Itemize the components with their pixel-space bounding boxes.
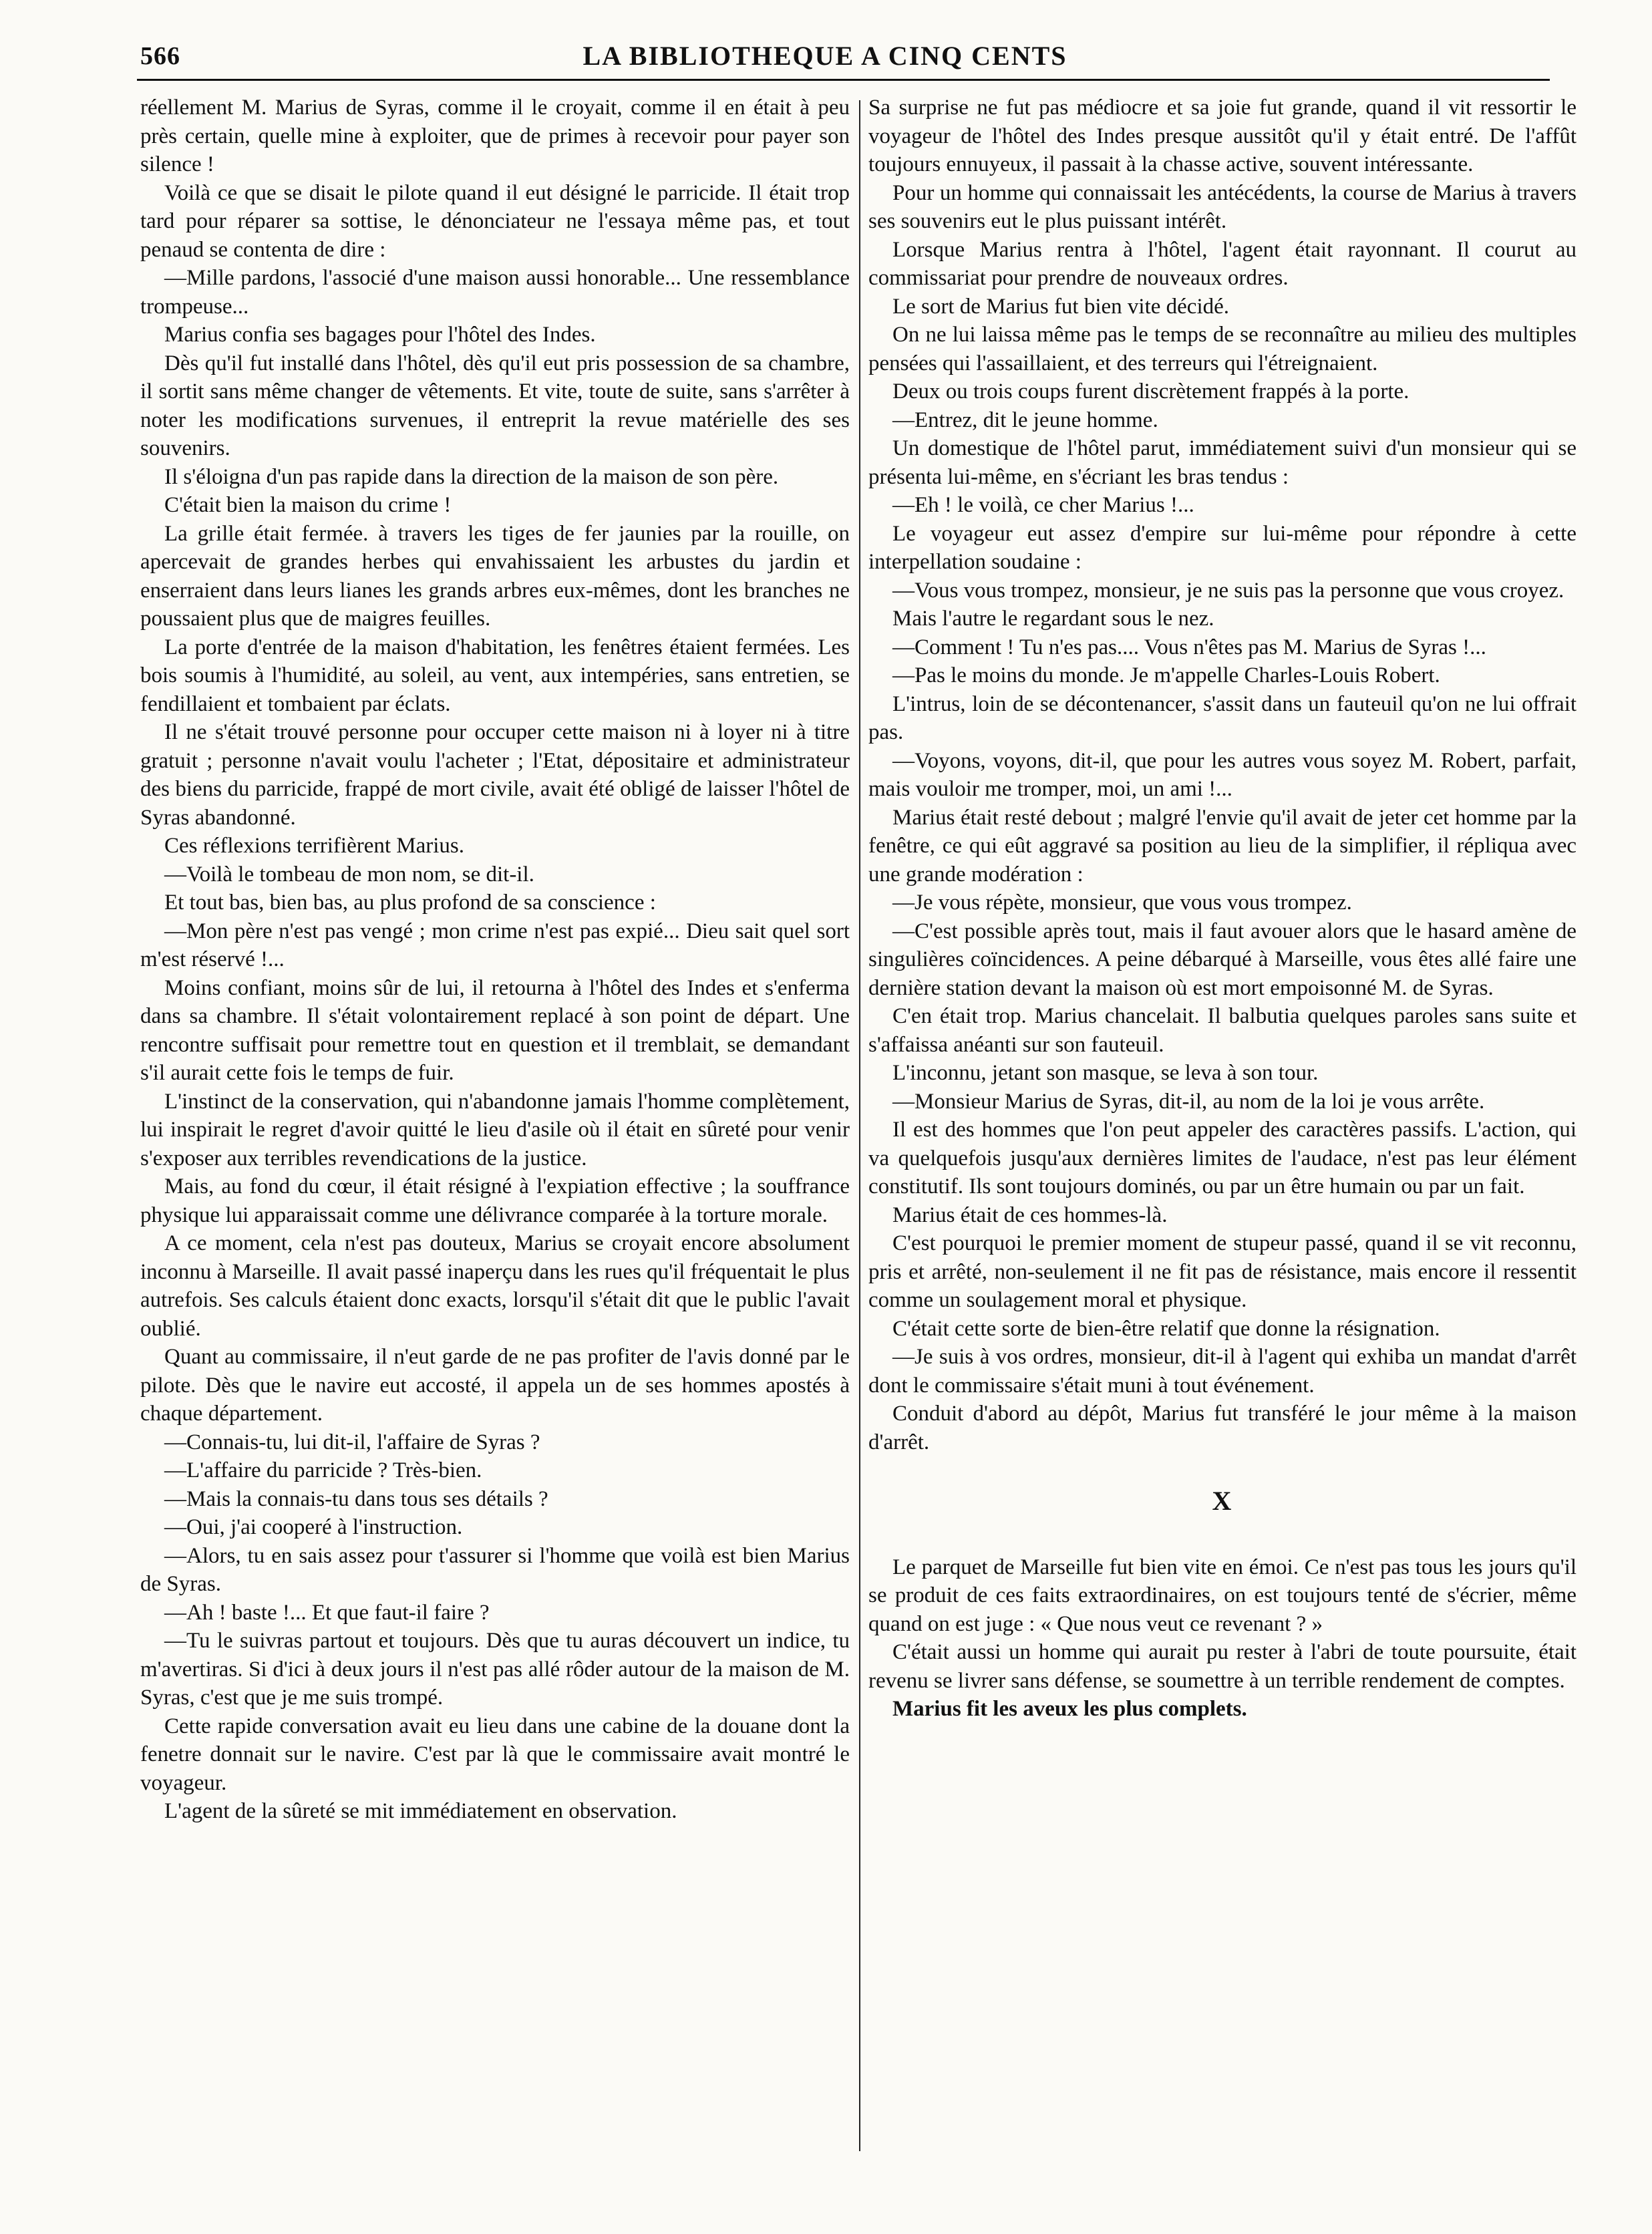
running-title: LA BIBLIOTHEQUE A CINQ CENTS xyxy=(583,41,1067,71)
paragraph: Le sort de Marius fut bien vite décidé. xyxy=(892,294,1230,319)
paragraph: —Voyons, voyons, dit-il, que pour les autres vous soyez M. Robert, parfait, mais vouloir me tromper, moi, un ami !... xyxy=(868,748,1577,801)
column-divider xyxy=(859,100,860,2151)
paragraph: Conduit d'abord au dépôt, Marius fut transféré le jour même à la maison d'arrêt. xyxy=(868,1402,1577,1454)
paragraph: C'était cette sorte de bien-être relatif que donne la résignation. xyxy=(892,1316,1440,1341)
paragraph: —Connais-tu, lui dit-il, l'affaire de Syras ? xyxy=(164,1430,540,1454)
right-column xyxy=(868,94,1577,1724)
paragraph: C'était bien la maison du crime ! xyxy=(164,493,452,517)
paragraph: Pour un homme qui connaissait les antécédents, la course de Marius à travers ses souvenirs eut le plus puissant intérêt. xyxy=(868,180,1577,233)
paragraph: —Mon père n'est pas vengé ; mon crime n'est pas expié... Dieu sait quel sort m'est réservé !... xyxy=(140,919,850,971)
paragraph: Dès qu'il fut installé dans l'hôtel, dès qu'il eut pris possession de sa chambre, il sortit sans même changer de vêtements. Et vite, toute de suite, sans s'arrêter à noter les modifications survenues, il entreprit la revue matérielle des ses souvenirs. xyxy=(140,351,850,460)
paragraph: Deux ou trois coups furent discrètement frappés à la porte. xyxy=(892,379,1410,404)
page-number: 566 xyxy=(140,42,180,70)
paragraph: —Vous vous trompez, monsieur, je ne suis pas la personne que vous croyez. xyxy=(892,578,1564,603)
paragraph: Marius était resté debout ; malgré l'envie qu'il avait de jeter cet homme par la fenêtre, ce qui eût aggravé sa position au lieu de la simplifier, il répliqua avec une grande modération : xyxy=(868,805,1577,887)
paragraph: —Je suis à vos ordres, monsieur, dit-il à l'agent qui exhiba un mandat d'arrêt dont le commissaire s'était muni à tout événement. xyxy=(868,1345,1577,1398)
paragraph: L'intrus, loin de se décontenancer, s'assit dans un fauteuil qu'on ne lui offrait pas. xyxy=(868,691,1577,744)
paragraph: —Mille pardons, l'associé d'une maison aussi honorable... Une ressemblance trompeuse... xyxy=(140,266,850,319)
paragraph: Marius confia ses bagages pour l'hôtel des Indes. xyxy=(164,323,596,347)
paragraph: —Comment ! Tu n'es pas.... Vous n'êtes pas M. Marius de Syras !... xyxy=(892,635,1486,659)
paragraph: Mais l'autre le regardant sous le nez. xyxy=(892,607,1214,631)
paragraph: La porte d'entrée de la maison d'habitation, les fenêtres étaient fermées. Les bois soumis à l'humidité, au soleil, au vent, aux intempéries, sans entretien, se fendillaient et tombaient par éclats. xyxy=(140,635,850,716)
paragraph: —Voilà le tombeau de mon nom, se dit-il. xyxy=(164,862,534,887)
paragraph: Un domestique de l'hôtel parut, immédiatement suivi d'un monsieur qui se présenta lui-même, en s'écriant les bras tendus : xyxy=(868,436,1577,489)
chapter-number: X xyxy=(1212,1486,1233,1516)
paragraph: —Pas le moins du monde. Je m'appelle Charles-Louis Robert. xyxy=(892,663,1440,687)
paragraph: Sa surprise ne fut pas médiocre et sa joie fut grande, quand il vit ressortir le voyageur de l'hôtel des Indes presque aussitôt qu'il y était entré. De l'affût toujours ennuyeux, il passait à la chasse active, souvent intéressante. xyxy=(868,96,1577,176)
paragraph: C'était aussi un homme qui aurait pu rester à l'abri de toute poursuite, était revenu se livrer sans défense, se soumettre à un terrible rendement de comptes. xyxy=(868,1640,1577,1693)
paragraph: Lorsque Marius rentra à l'hôtel, l'agent était rayonnant. Il courut au commissariat pour prendre de nouveaux ordres. xyxy=(868,237,1577,290)
paragraph: —Oui, j'ai cooperé à l'instruction. xyxy=(164,1515,463,1539)
paragraph: Le voyageur eut assez d'empire sur lui-même pour répondre à cette interpellation soudaine : xyxy=(868,521,1577,574)
paragraph: Le parquet de Marseille fut bien vite en émoi. Ce n'est pas tous les jours qu'il se produit de ces faits extraordinaires, on est toujours tenté de s'écrier, même quand on est juge : « Que nous veut ce revenant ? » xyxy=(868,1555,1577,1636)
paragraph: —L'affaire du parricide ? Très-bien. xyxy=(164,1458,482,1482)
paragraph: Marius fit les aveux les plus complets. xyxy=(892,1697,1247,1721)
paragraph: —Alors, tu en sais assez pour t'assurer si l'homme que voilà est bien Marius de Syras. xyxy=(140,1543,850,1596)
paragraph: Et tout bas, bien bas, au plus profond de sa conscience : xyxy=(164,891,656,915)
paragraph: —C'est possible après tout, mais il faut avouer alors que le hasard amène de singulières coïncidences. A peine débarqué à Marseille, vous êtes allé faire une dernière station devant la maison où est mort empoisonné M. de Syras. xyxy=(868,919,1577,1000)
paragraph: L'instinct de la conservation, qui n'abandonne jamais l'homme complètement, lui inspirait le regret d'avoir quitté le lieu d'asile où il était en sûreté pour venir s'exposer aux terribles revendications de la justice. xyxy=(140,1089,850,1170)
paragraph: Il ne s'était trouvé personne pour occuper cette maison ni à loyer ni à titre gratuit ; personne n'avait voulu l'acheter ; l'Etat, dépositaire et administrateur des biens du parricide, frappé de mort civile, avait été obligé de laisser l'hôtel de Syras abandonné. xyxy=(140,720,850,830)
paragraph: —Je vous répète, monsieur, que vous vous trompez. xyxy=(892,891,1352,915)
paragraph: C'est pourquoi le premier moment de stupeur passé, quand il se vit reconnu, pris et arrêté, non-seulement il ne fit pas de résistance, mais encore il ressentit comme un soulagement moral et physique. xyxy=(868,1231,1577,1312)
paragraph: —Ah ! baste !... Et que faut-il faire ? xyxy=(164,1600,490,1625)
paragraph: Voilà ce que se disait le pilote quand il eut désigné le parricide. Il était trop tard pour réparer sa sottise, le dénonciateur ne l'essaya même pas, et tout penaud se contenta de dire : xyxy=(140,180,850,262)
paragraph: —Monsieur Marius de Syras, dit-il, au nom de la loi je vous arrête. xyxy=(892,1089,1485,1114)
paragraph: —Tu le suivras partout et toujours. Dès que tu auras découvert un indice, tu m'avertiras. Si d'ici à deux jours il n'est pas allé rôder autour de la maison de M. Syras, c'est que je me suis trompé. xyxy=(140,1629,850,1710)
paragraph: —Eh ! le voilà, ce cher Marius !... xyxy=(892,493,1194,517)
paragraph: —Entrez, dit le jeune homme. xyxy=(892,408,1158,432)
paragraph: Mais, au fond du cœur, il était résigné à l'expiation effective ; la souffrance physique lui apparaissait comme une délivrance comparée à la torture morale. xyxy=(140,1174,850,1227)
paragraph: La grille était fermée. à travers les tiges de fer jaunies par la rouille, on apercevait de grandes herbes qui envahissaient les arbustes du jardin et enserraient dans leurs lianes les grands arbres eux-mêmes, dont les branches ne poussaient plus que de maigres feuilles. xyxy=(140,521,850,631)
paragraph: On ne lui laissa même pas le temps de se reconnaître au milieu des multiples pensées qui l'assaillaient, et des terreurs qui l'étreignaient. xyxy=(868,323,1577,375)
paragraph: Cette rapide conversation avait eu lieu dans une cabine de la douane dont la fenetre donnait sur le navire. C'est par là que le commissaire avait montré le voyageur. xyxy=(140,1714,850,1795)
paragraph: L'agent de la sûreté se mit immédiatement en observation. xyxy=(164,1799,677,1823)
paragraph: A ce moment, cela n'est pas douteux, Marius se croyait encore absolument inconnu à Marseille. Il avait passé inaperçu dans les rues qu'il fréquentait le plus autrefois. Ses calculs étaient donc exacts, lorsqu'il s'était dit que le public l'avait oublié. xyxy=(140,1231,850,1341)
paragraph: C'en était trop. Marius chancelait. Il balbutia quelques paroles sans suite et s'affaissa anéanti sur son fauteuil. xyxy=(868,1004,1577,1057)
paragraph: Il est des hommes que l'on peut appeler des caractères passifs. L'action, qui va quelquefois jusqu'aux dernières limites de l'audace, n'est pas leur élément constitutif. Ils sont toujours dominés, ou par un être humain ou par un fait. xyxy=(868,1118,1577,1199)
left-column xyxy=(140,94,850,1826)
paragraph: Marius était de ces hommes-là. xyxy=(892,1203,1168,1227)
paragraph: Ces réflexions terrifièrent Marius. xyxy=(164,834,465,858)
paragraph: Il s'éloigna d'un pas rapide dans la direction de la maison de son père. xyxy=(164,464,779,489)
paragraph: —Mais la connais-tu dans tous ses détails ? xyxy=(164,1486,548,1511)
page-header xyxy=(100,37,1550,77)
paragraph: réellement M. Marius de Syras, comme il le croyait, comme il en était à peu près certain, quelle mine à exploiter, que de primes à recevoir pour payer son silence ! xyxy=(140,96,850,176)
header-rule xyxy=(137,79,1550,81)
paragraph: Quant au commissaire, il n'eut garde de ne pas profiter de l'avis donné par le pilote. Dès que le navire eut accosté, il appela un de ses hommes apostés à chaque département. xyxy=(140,1345,850,1426)
paragraph: L'inconnu, jetant son masque, se leva à son tour. xyxy=(892,1061,1319,1085)
paragraph: Moins confiant, moins sûr de lui, il retourna à l'hôtel des Indes et s'enferma dans sa chambre. Il s'était volontairement replacé à son point de départ. Une rencontre suffisait pour remettre tout en question et il tremblait, se demandant s'il aurait cette fois le temps de fuir. xyxy=(140,975,850,1085)
